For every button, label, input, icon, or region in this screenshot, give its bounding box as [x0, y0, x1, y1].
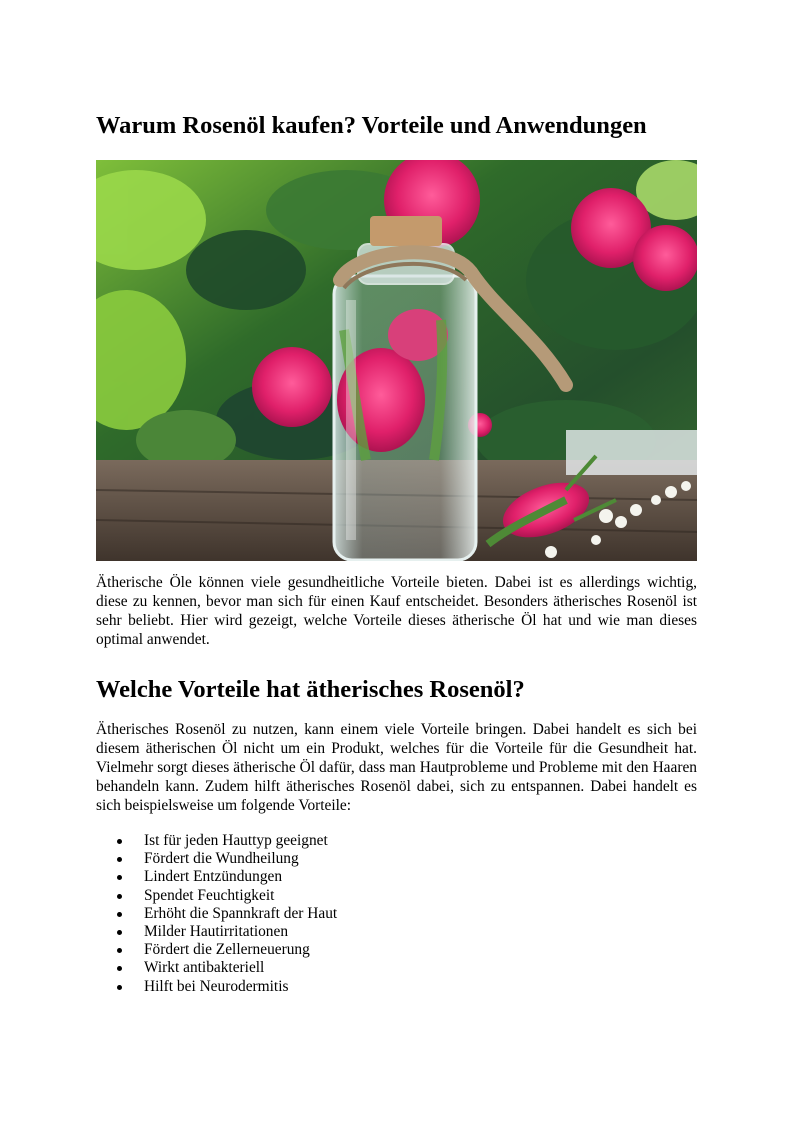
bullet-icon — [117, 894, 122, 899]
section-paragraph: Ätherisches Rosenöl zu nutzen, kann einem viele Vorteile bringen. Dabei handelt es sich bei diesem ätherischen Öl nicht um ein Produkt, welches für die Vorteile für die Gesundheit hat. Vielmehr sorgt dieses ätherische Öl dafür, dass man Hautprobleme und Probleme mit den Haaren behandeln kann. Zudem hilft ätherisches Rosenöl dabei, sich zu entspannen. Dabei handelt es sich beispielsweise um folgende Vorteile: — [96, 721, 697, 815]
list-item: Erhöht die Spannkraft der Haut — [96, 905, 337, 923]
bullet-icon — [117, 839, 122, 844]
list-item: Milder Hautirritationen — [96, 923, 337, 941]
bullet-icon — [117, 912, 122, 917]
bullet-icon — [117, 875, 122, 880]
bullet-icon — [117, 948, 122, 953]
bullet-icon — [117, 857, 122, 862]
rose-oil-photo — [96, 160, 697, 561]
list-item: Lindert Entzündungen — [96, 868, 337, 886]
section-heading: Welche Vorteile hat ätherisches Rosenöl? — [96, 676, 525, 703]
list-item: Hilft bei Neurodermitis — [96, 978, 337, 996]
list-item: Spendet Feuchtigkeit — [96, 887, 337, 905]
bullet-icon — [117, 985, 122, 990]
list-item: Fördert die Wundheilung — [96, 850, 337, 868]
intro-paragraph: Ätherische Öle können viele gesundheitliche Vorteile bieten. Dabei ist es allerdings wichtig, diese zu kennen, bevor man sich für einen Kauf entscheidet. Besonders ätherisches Rosenöl ist sehr beliebt. Hier wird gezeigt, welche Vorteile dieses ätherische Öl hat und wie man dieses optimal anwendet. — [96, 574, 697, 649]
article-title: Warum Rosenöl kaufen? Vorteile und Anwendungen — [96, 112, 647, 139]
bullet-icon — [117, 930, 122, 935]
list-item: Fördert die Zellerneuerung — [96, 941, 337, 959]
benefits-list — [96, 832, 337, 996]
bullet-icon — [117, 966, 122, 971]
rose-oil-bottle-illustration — [96, 160, 697, 561]
list-item: Ist für jeden Hauttyp geeignet — [96, 832, 337, 850]
list-item: Wirkt antibakteriell — [96, 959, 337, 977]
